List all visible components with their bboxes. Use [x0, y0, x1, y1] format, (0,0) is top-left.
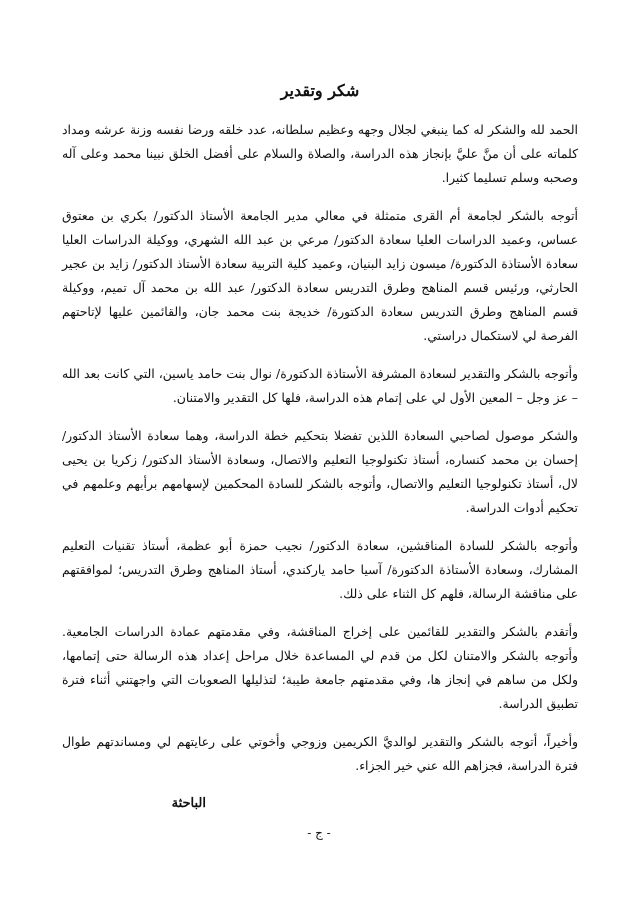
paragraph-reviewers-thanks: والشكر موصول لصاحبي السعادة اللذين تفضلا بتحكيم خطة الدراسة، وهما سعادة الأستاذ الدكتور/ إحسان بن محمد كنساره، أستاذ تكنولوجيا التعليم والاتصال، وسعادة الأستاذ الدكتور/ زكريا بن يحيى لال، أستاذ تكنولوجيا التعليم والاتصال، وأتوجه بالشكر للسادة المحكمين لإسهامهم برأيهم وعلمهم في تحكيم أدوات الدراسة. [62, 428, 578, 515]
paragraph-family-thanks: وأخيراً، أتوجه بالشكر والتقدير لوالديَّ الكريمين وزوجي وأخوتي على رعايتهم لي ومساندتهم طوال فترة الدراسة، فجزاهم الله عني خير الجزاء. [62, 734, 578, 773]
paragraph-supervisor-thanks: وأتوجه بالشكر والتقدير لسعادة المشرفة الأستاذة الدكتورة/ نوال بنت حامد ياسين، التي كانت بعد الله – عز وجل – المعين الأول لي على إتمام هذه الدراسة، فلها كل التقدير والامتنان. [62, 366, 578, 405]
page-title: شكر وتقدير [280, 81, 360, 100]
page-number: - ج - [307, 826, 331, 840]
signature-label: الباحثة [171, 796, 206, 811]
paragraph-helpers-thanks: وأتقدم بالشكر والتقدير للقائمين على إخراج المناقشة، وفي مقدمتهم عمادة الدراسات الجامعية. وأتوجه بالشكر والامتنان لكل من قدم لي المساعدة خلال مراحل إعداد هذه الرسالة حتى إتمامها، ولكل من ساهم في إنجاز ها، وفي مقدمتهم جامعة طيبة؛ لتذليلها الصعوبات التي واجهتني أثناء فترة تطبيق الدراسة. [62, 624, 578, 711]
paragraph-university-thanks: أتوجه بالشكر لجامعة أم القرى متمثلة في معالي مدير الجامعة الأستاذ الدكتور/ بكري بن معتوق عساس، وعميد الدراسات العليا سعادة الدكتور/ مرعي بن عبد الله الشهري، ووكيلة الدراسات العليا سعادة الأستاذة الدكتورة/ ميسون زايد البنيان، وعميد كلية التربية سعادة الأستاذ الدكتور/ زايد بن عجير الحارثي، ورئيس قسم المناهج وطرق التدريس سعادة الدكتور/ عبد الله بن محمد آل تميم، ووكيلة قسم المناهج وطرق التدريس سعادة الدكتورة/ خديجة بنت محمد جان، والقائمين عليها لإتاحتهم الفرصة لي لاستكمال دراستي. [62, 208, 578, 343]
paragraph-examiners-thanks: وأتوجه بالشكر للسادة المناقشين، سعادة الدكتور/ نجيب حمزة أبو عظمة، أستاذ تقنيات التعليم المشارك، وسعادة الأستاذة الدكتورة/ آسيا حامد ياركندي، أستاذ المناهج وطرق التدريس؛ لموافقتهم على مناقشة الرسالة، فلهم كل الثناء على ذلك. [62, 538, 578, 601]
paragraph-praise: الحمد لله والشكر له كما ينبغي لجلال وجهه وعظيم سلطانه، عدد خلقه ورضا نفسه وزنة عرشه ومداد كلماته على أن منَّ عليَّ بإنجاز هذه الدراسة، والصلاة والسلام على أفضل الخلق نبينا محمد وعلى آله وصحبه وسلم تسليما كثيرا. [62, 122, 578, 185]
acknowledgements-page [62, 80, 578, 811]
